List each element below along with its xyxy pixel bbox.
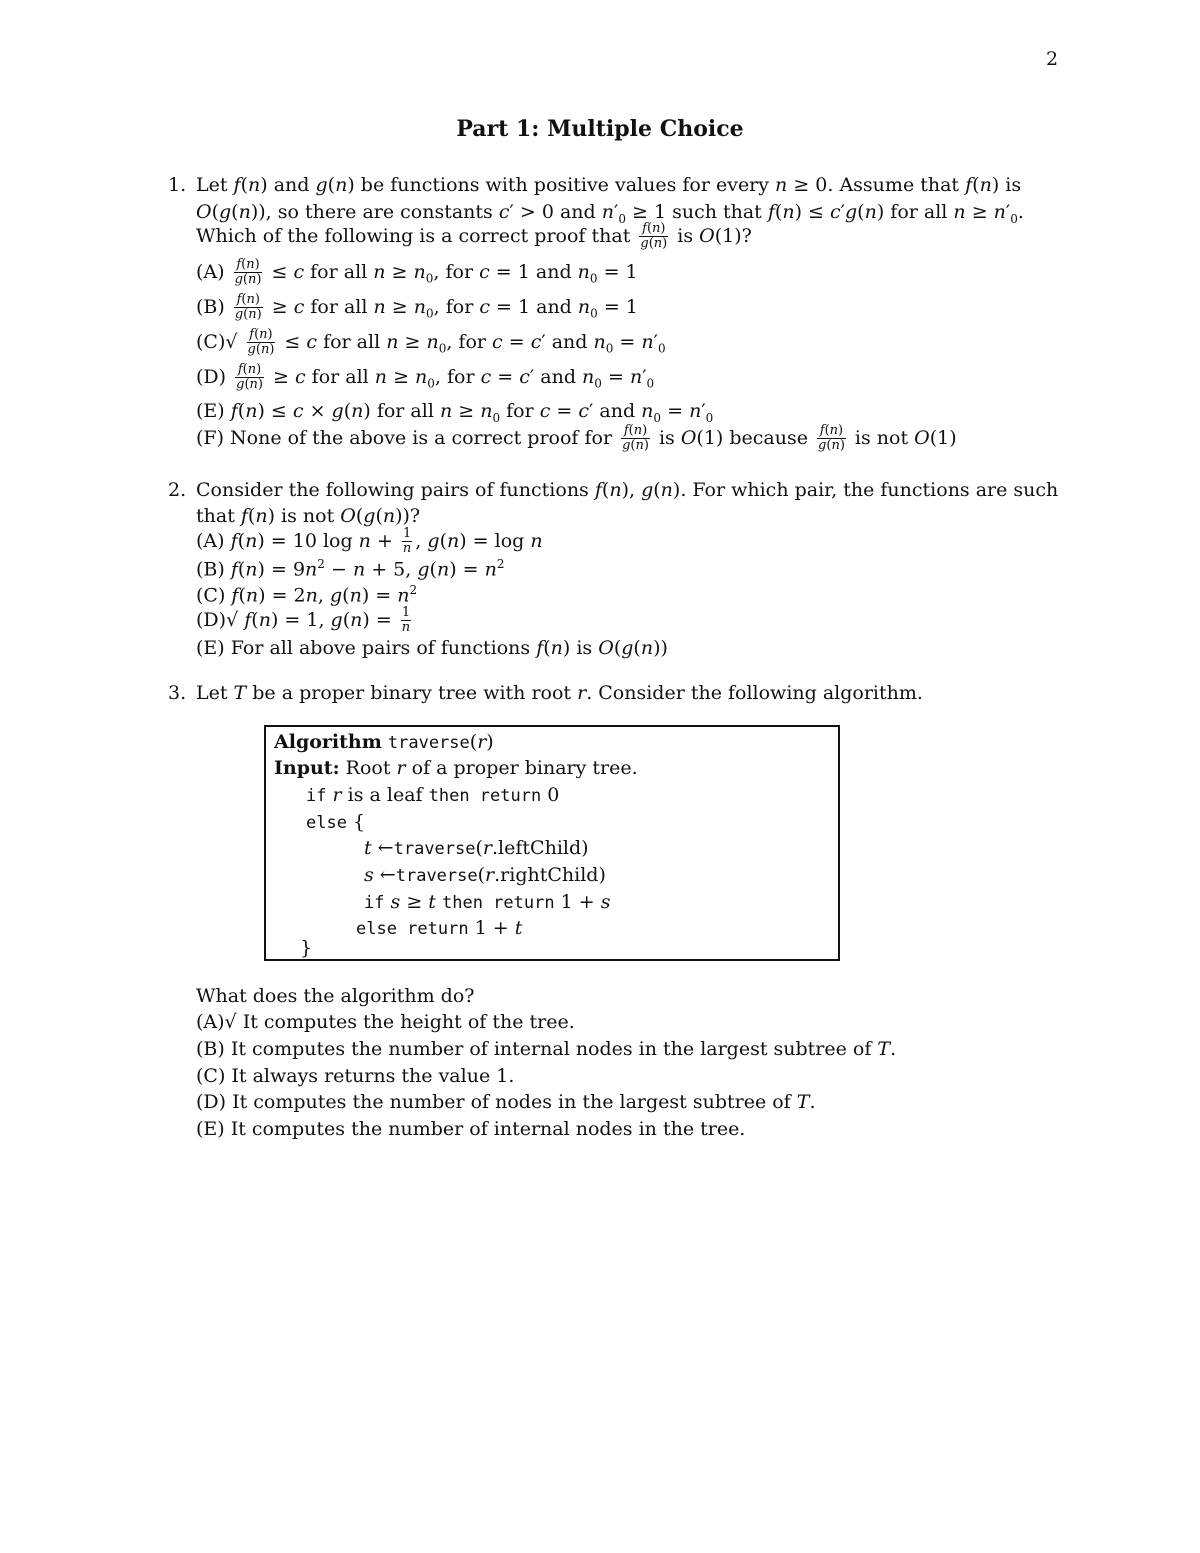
section-title: Part 1: Multiple Choice [456, 116, 744, 142]
question-1-option-d: (D) $\frac{f(n)}{g(n)}$ ≥ c for all $n \ge n_0$, for c = c′ and $n_0 = n'_0$ [196, 362, 655, 393]
question-2-option-b: (B) $f(n) = 9n^2 - n + 5$, $g(n) = n^2$ [196, 557, 505, 581]
algorithm-line-right: s ←traverse(r.rightChild) [364, 864, 606, 886]
algorithm-line-else-return: else return 1 + t [356, 917, 523, 939]
question-3-option-e: (E) It computes the number of internal nodes in the tree. [196, 1118, 746, 1140]
question-2-text-line-1: Consider the following pairs of functions f(n), g(n). For which pair, the functions are such [196, 479, 1059, 501]
page-number: 2 [1046, 48, 1059, 70]
algorithm-line-else: else { [306, 811, 366, 833]
algorithm-line-close: } [300, 937, 313, 959]
question-2-text-line-2: that f(n) is not O(g(n))? [196, 505, 421, 527]
question-1-option-b: (B) $\frac{f(n)}{g(n)}$ ≥ c for all $n \ge n_0$, for c = 1 and $n_0 = 1$ [196, 292, 638, 323]
algorithm-line-compare: if s ≥ t then return 1 + s [364, 891, 611, 913]
question-2-option-c: (C) f(n) = 2n, $g(n) = n^2$ [196, 583, 418, 607]
checkmark-icon: √ [224, 1011, 237, 1033]
question-3-intro: Let T be a proper binary tree with root r. Consider the following algorithm. [196, 682, 923, 704]
question-1-text-line-2: O(g(n)), so there are constants c′ > 0 and $n'_0 \ge 1$ such that f(n) ≤ c′g(n) for all $n \ge n'_0$. [196, 201, 1024, 226]
question-3-option-d: (D) It computes the number of nodes in the largest subtree of T. [196, 1091, 816, 1113]
algorithm-input: Input: Root r of a proper binary tree. [274, 757, 638, 779]
question-1-text-line-1: Let f(n) and g(n) be functions with positive values for every n ≥ 0. Assume that f(n) is [196, 174, 1022, 196]
question-1-number: 1. [168, 174, 187, 196]
question-2-number: 2. [168, 479, 187, 501]
algorithm-box [264, 725, 840, 961]
algorithm-header: Algorithm traverse(r) [274, 731, 494, 753]
checkmark-icon: √ [226, 608, 239, 631]
question-1-option-e: (E) f(n) ≤ c × g(n) for all $n \ge n_0$ for c = c′ and $n_0 = n'_0$ [196, 400, 714, 425]
question-2-option-e: (E) For all above pairs of functions f(n) is O(g(n)) [196, 637, 668, 659]
question-3-option-c: (C) It always returns the value 1. [196, 1065, 515, 1087]
question-3-option-a: (A)√ It computes the height of the tree. [196, 1011, 575, 1033]
algorithm-line-if-leaf: if r is a leaf then return 0 [306, 784, 560, 806]
question-2-option-a: (A) f(n) = 10 log n + $\frac{1}{n}$ , g(n) = log n [196, 526, 543, 557]
question-3-option-b: (B) It computes the number of internal nodes in the largest subtree of T. [196, 1038, 897, 1060]
question-1-text-line-3: Which of the following is a correct proof that $\frac{f(n)}{g(n)}$ is O(1)? [196, 221, 752, 252]
algorithm-line-left: t ←traverse(r.leftChild) [364, 837, 589, 859]
question-3-prompt: What does the algorithm do? [196, 985, 475, 1007]
question-1-option-a: (A) $\frac{f(n)}{g(n)}$ ≤ c for all $n \ge n_0$, for c = 1 and $n_0 = 1$ [196, 257, 638, 288]
question-3-number: 3. [168, 682, 187, 704]
question-1-option-f: (F) None of the above is a correct proof for $\frac{f(n)}{g(n)}$ is O(1) because $\frac{f(n)}{g(n)}$ is not O(1) [196, 423, 957, 454]
question-1-option-c: (C)√ $\frac{f(n)}{g(n)}$ ≤ c for all $n \ge n_0$, for c = c′ and $n_0 = n'_0$ [196, 327, 666, 358]
checkmark-icon: √ [225, 330, 238, 353]
question-2-option-d: (D)√ f(n) = 1, g(n) = $\frac{1}{n}$ [196, 605, 411, 636]
